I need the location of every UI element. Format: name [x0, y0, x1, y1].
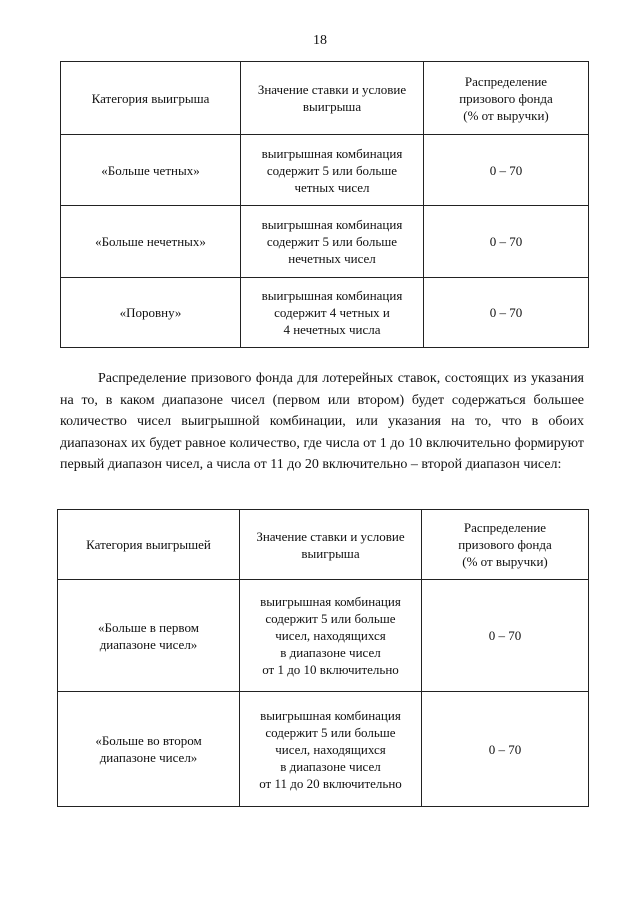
table-header-row: [61, 62, 589, 135]
category-cell: «Больше в первом диапазоне чисел»: [58, 580, 240, 692]
header-distribution: Распределение призового фонда (% от выручки): [424, 62, 589, 135]
distribution-cell: 0 – 70: [422, 692, 589, 807]
table-row: [61, 135, 589, 206]
condition-cell: выигрышная комбинация содержит 5 или больше чисел, находящихся в диапазоне чисел от 1 до 10 включительно: [240, 580, 422, 692]
distribution-cell: 0 – 70: [424, 135, 589, 206]
category-cell: «Больше нечетных»: [61, 206, 241, 278]
condition-cell: выигрышная комбинация содержит 5 или больше нечетных чисел: [241, 206, 424, 278]
body-paragraph: [60, 368, 584, 476]
distribution-cell: 0 – 70: [424, 206, 589, 278]
table-row: [61, 278, 589, 348]
header-condition: Значение ставки и условие выигрыша: [240, 510, 422, 580]
header-category: Категория выигрышей: [58, 510, 240, 580]
table-row: [58, 692, 589, 807]
table-row: [61, 206, 589, 278]
header-distribution: Распределение призового фонда (% от выручки): [422, 510, 589, 580]
condition-cell: выигрышная комбинация содержит 5 или больше чисел, находящихся в диапазоне чисел от 11 до 20 включительно: [240, 692, 422, 807]
distribution-cell: 0 – 70: [424, 278, 589, 348]
header-condition: Значение ставки и условие выигрыша: [241, 62, 424, 135]
page-number: 18: [313, 33, 327, 48]
table-header-row: [58, 510, 589, 580]
condition-cell: выигрышная комбинация содержит 4 четных и 4 нечетных числа: [241, 278, 424, 348]
category-cell: «Поровну»: [61, 278, 241, 348]
prize-distribution-table-parity: [60, 61, 589, 348]
table-row: [58, 580, 589, 692]
prize-distribution-table-ranges: [57, 509, 589, 807]
header-category: Категория выигрыша: [61, 62, 241, 135]
paragraph-text: Распределение призового фонда для лотерейных ставок, состоящих из указания на то, в каком диапазоне чисел (первом или втором) будет содержаться большее количество чисел выигрышной комбинации, или указания на то, что в обоих диапазонах их будет равное количество, где числа от 1 до 10 включительно формируют первый диапазон чисел, а числа от 11 до 20 включительно – второй диапазон чисел:: [60, 371, 584, 472]
category-cell: «Больше во втором диапазоне чисел»: [58, 692, 240, 807]
condition-cell: выигрышная комбинация содержит 5 или больше четных чисел: [241, 135, 424, 206]
distribution-cell: 0 – 70: [422, 580, 589, 692]
category-cell: «Больше четных»: [61, 135, 241, 206]
